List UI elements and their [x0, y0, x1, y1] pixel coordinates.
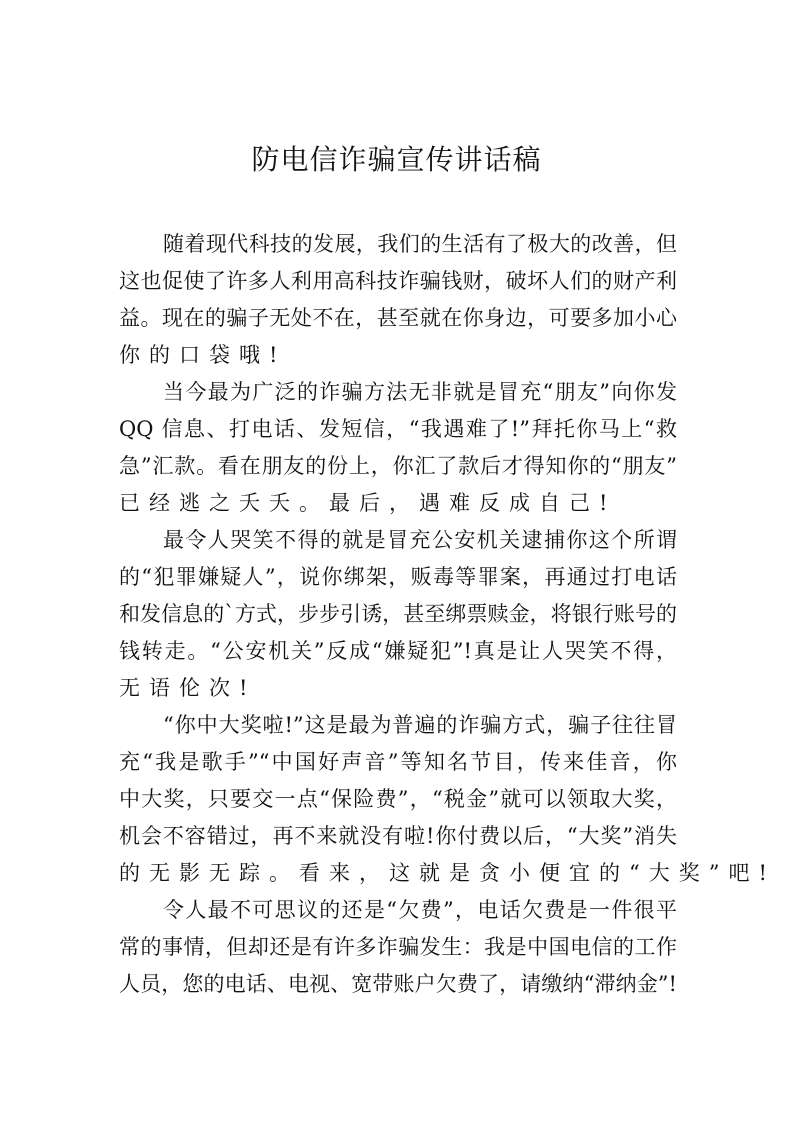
text-line: 人员，您的电话、电视、宽带账户欠费了，请缴纳“滞纳金”!: [119, 972, 677, 996]
text-line: 随着现代科技的发展，我们的生活有了极大的改善，但: [163, 232, 677, 256]
text-line: QQ 信息、打电话、发短信，“我遇难了!”拜托你马上“救: [119, 417, 677, 441]
text-line: 中大奖，只要交一点“保险费”，“税金”就可以领取大奖，: [119, 787, 677, 811]
text-line: 最令人哭笑不得的就是冒充公安机关逮捕你这个所谓: [163, 528, 677, 552]
text-line: 的“犯罪嫌疑人”，说你绑架，贩毒等罪案，再通过打电话: [119, 565, 677, 589]
text-line: 这也促使了许多人利用高科技诈骗钱财，破坏人们的财产利: [119, 269, 677, 293]
paragraph: [119, 522, 677, 707]
text-line: 充“我是歌手”“中国好声音”等知名节目，传来佳音，你: [119, 750, 677, 774]
paragraph: [119, 374, 677, 522]
text-line: 已经逃之夭夭。最后，遇难反成自己!: [119, 491, 617, 515]
text-line: 你的口袋哦!: [119, 343, 287, 367]
text-line: 当今最为广泛的诈骗方法无非就是冒充“朋友”向你发: [163, 380, 677, 404]
text-line: 的无影无踪。看来，这就是贪小便宜的“大奖”吧!: [119, 861, 776, 885]
text-line: 和发信息的`方式，步步引诱，甚至绑票赎金，将银行账号的: [119, 602, 677, 626]
text-line: 令人最不可思议的还是“欠费”，电话欠费是一件很平: [163, 898, 677, 922]
text-line: 机会不容错过，再不来就没有啦!你付费以后，“大奖”消失: [119, 824, 677, 848]
text-line: 常的事情，但却还是有许多诈骗发生：我是中国电信的工作: [119, 935, 677, 959]
text-line: 无语伦次!: [119, 676, 257, 700]
document-body: [119, 226, 776, 1003]
text-line: 钱转走。“公安机关”反成“嫌疑犯”!真是让人哭笑不得，: [119, 639, 677, 663]
paragraph: [119, 707, 776, 892]
paragraph: [119, 226, 677, 374]
text-line: 急”汇款。看在朋友的份上，你汇了款后才得知你的“朋友”: [119, 454, 677, 478]
paragraph: [119, 892, 677, 1003]
document-title: 防电信诈骗宣传讲话稿: [251, 143, 542, 176]
text-line: “你中大奖啦!”这是最为普遍的诈骗方式，骗子往往冒: [163, 713, 677, 737]
text-line: 益。现在的骗子无处不在，甚至就在你身边，可要多加小心: [119, 306, 677, 330]
